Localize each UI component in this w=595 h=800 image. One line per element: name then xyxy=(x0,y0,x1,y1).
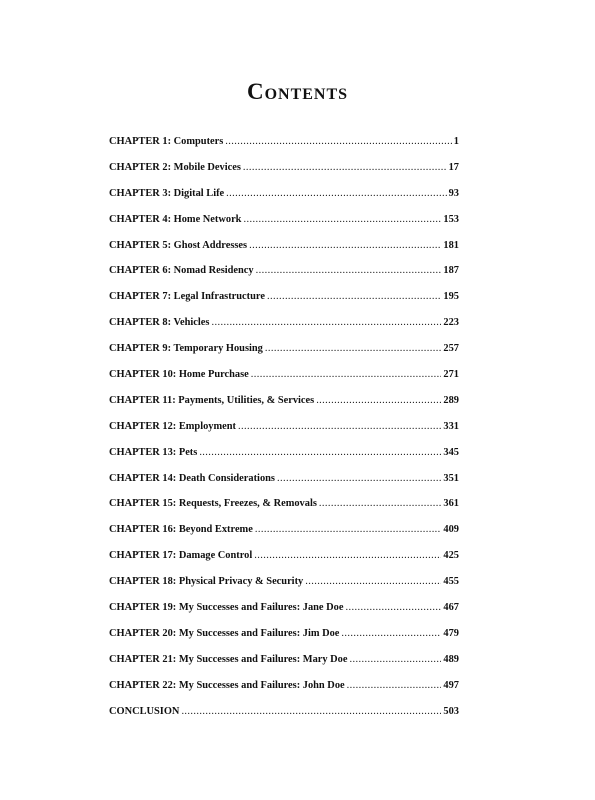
dot-leader xyxy=(255,524,442,535)
dot-leader xyxy=(349,654,441,665)
toc-entry[interactable] xyxy=(109,265,459,291)
dot-leader xyxy=(347,680,442,691)
dot-leader xyxy=(305,576,441,587)
toc-entry-page: 181 xyxy=(443,239,459,251)
toc-entry[interactable] xyxy=(109,421,459,447)
toc-entry[interactable] xyxy=(109,680,459,706)
toc-entry-page: 361 xyxy=(443,498,459,510)
toc-entry[interactable] xyxy=(109,214,459,240)
toc-entry-page: 425 xyxy=(443,550,459,562)
toc-entry-label: CHAPTER 6: Nomad Residency xyxy=(109,265,254,277)
toc-entry[interactable] xyxy=(109,447,459,473)
toc-entry-label: CHAPTER 8: Vehicles xyxy=(109,317,210,329)
toc-entry-label: CONCLUSION xyxy=(109,705,180,717)
toc-entry-label: CHAPTER 2: Mobile Devices xyxy=(109,161,241,173)
dot-leader xyxy=(254,550,441,561)
toc-entry-label: CHAPTER 16: Beyond Extreme xyxy=(109,524,253,536)
toc-entry-page: 455 xyxy=(443,576,459,588)
toc-entry[interactable] xyxy=(109,162,459,188)
toc-entry-label: CHAPTER 19: My Successes and Failures: Jane Doe xyxy=(109,602,344,614)
toc-entry-label: CHAPTER 18: Physical Privacy & Security xyxy=(109,576,304,588)
toc-entry[interactable] xyxy=(109,524,459,550)
toc-entry-label: CHAPTER 3: Digital Life xyxy=(109,187,225,199)
toc-entry[interactable] xyxy=(109,498,459,524)
dot-leader xyxy=(256,265,442,276)
dot-leader xyxy=(225,136,452,147)
toc-entry-label: CHAPTER 15: Requests, Freezes, & Removals xyxy=(109,498,317,510)
toc-entry-page: 271 xyxy=(443,369,459,381)
toc-entry-page: 289 xyxy=(443,394,459,406)
toc-entry-page: 489 xyxy=(443,653,459,665)
toc-entry[interactable] xyxy=(109,550,459,576)
toc-entry-page: 351 xyxy=(443,472,459,484)
toc-entry-label: CHAPTER 4: Home Network xyxy=(109,213,242,225)
toc-entry[interactable] xyxy=(109,369,459,395)
dot-leader xyxy=(243,214,441,225)
dot-leader xyxy=(345,602,441,613)
toc-entry[interactable] xyxy=(109,188,459,214)
toc-entry-page: 331 xyxy=(443,420,459,432)
toc-entry[interactable] xyxy=(109,628,459,654)
dot-leader xyxy=(238,421,441,432)
toc-entry-label: CHAPTER 10: Home Purchase xyxy=(109,369,249,381)
dot-leader xyxy=(181,706,441,717)
toc-entry-page: 409 xyxy=(443,524,459,536)
toc-entry-page: 187 xyxy=(443,265,459,277)
toc-entry-page: 479 xyxy=(443,627,459,639)
toc-entry-label: CHAPTER 1: Computers xyxy=(109,136,224,147)
table-of-contents xyxy=(109,136,459,731)
toc-entry[interactable] xyxy=(109,136,459,162)
toc-entry[interactable] xyxy=(109,473,459,499)
toc-entry[interactable] xyxy=(109,706,459,732)
toc-entry-label: CHAPTER 14: Death Considerations xyxy=(109,472,275,484)
toc-entry-page: 1 xyxy=(453,136,459,147)
dot-leader xyxy=(243,162,447,173)
dot-leader xyxy=(267,291,441,302)
dot-leader xyxy=(265,343,442,354)
toc-entry-label: CHAPTER 5: Ghost Addresses xyxy=(109,239,248,251)
toc-entry[interactable] xyxy=(109,602,459,628)
toc-entry-page: 17 xyxy=(448,161,459,173)
toc-entry-label: CHAPTER 11: Payments, Utilities, & Services xyxy=(109,394,315,406)
dot-leader xyxy=(319,498,442,509)
toc-entry-label: CHAPTER 22: My Successes and Failures: John Doe xyxy=(109,679,345,691)
dot-leader xyxy=(277,473,441,484)
toc-entry-page: 223 xyxy=(443,317,459,329)
toc-entry-page: 503 xyxy=(443,705,459,717)
dot-leader xyxy=(341,628,441,639)
dot-leader xyxy=(226,188,446,199)
toc-entry[interactable] xyxy=(109,317,459,343)
toc-entry-label: CHAPTER 7: Legal Infrastructure xyxy=(109,291,265,303)
dot-leader xyxy=(211,317,441,328)
toc-entry[interactable] xyxy=(109,576,459,602)
toc-entry-page: 345 xyxy=(443,446,459,458)
toc-entry-label: CHAPTER 13: Pets xyxy=(109,446,198,458)
toc-entry-label: CHAPTER 21: My Successes and Failures: Mary Doe xyxy=(109,653,348,665)
toc-entry[interactable] xyxy=(109,291,459,317)
toc-entry-label: CHAPTER 9: Temporary Housing xyxy=(109,343,263,355)
page-title: Contents xyxy=(246,79,349,104)
toc-entry[interactable] xyxy=(109,343,459,369)
dot-leader xyxy=(316,395,441,406)
toc-entry-page: 467 xyxy=(443,602,459,614)
dot-leader xyxy=(251,369,442,380)
toc-entry-label: CHAPTER 17: Damage Control xyxy=(109,550,253,562)
toc-entry-page: 497 xyxy=(443,679,459,691)
toc-entry-page: 257 xyxy=(443,343,459,355)
dot-leader xyxy=(249,240,441,251)
toc-entry-page: 195 xyxy=(443,291,459,303)
toc-entry-label: CHAPTER 12: Employment xyxy=(109,420,236,432)
toc-entry[interactable] xyxy=(109,240,459,266)
toc-entry-label: CHAPTER 20: My Successes and Failures: Jim Doe xyxy=(109,627,340,639)
toc-entry-page: 93 xyxy=(448,187,459,199)
toc-entry[interactable] xyxy=(109,395,459,421)
dot-leader xyxy=(199,447,441,458)
toc-entry[interactable] xyxy=(109,654,459,680)
toc-entry-page: 153 xyxy=(443,213,459,225)
